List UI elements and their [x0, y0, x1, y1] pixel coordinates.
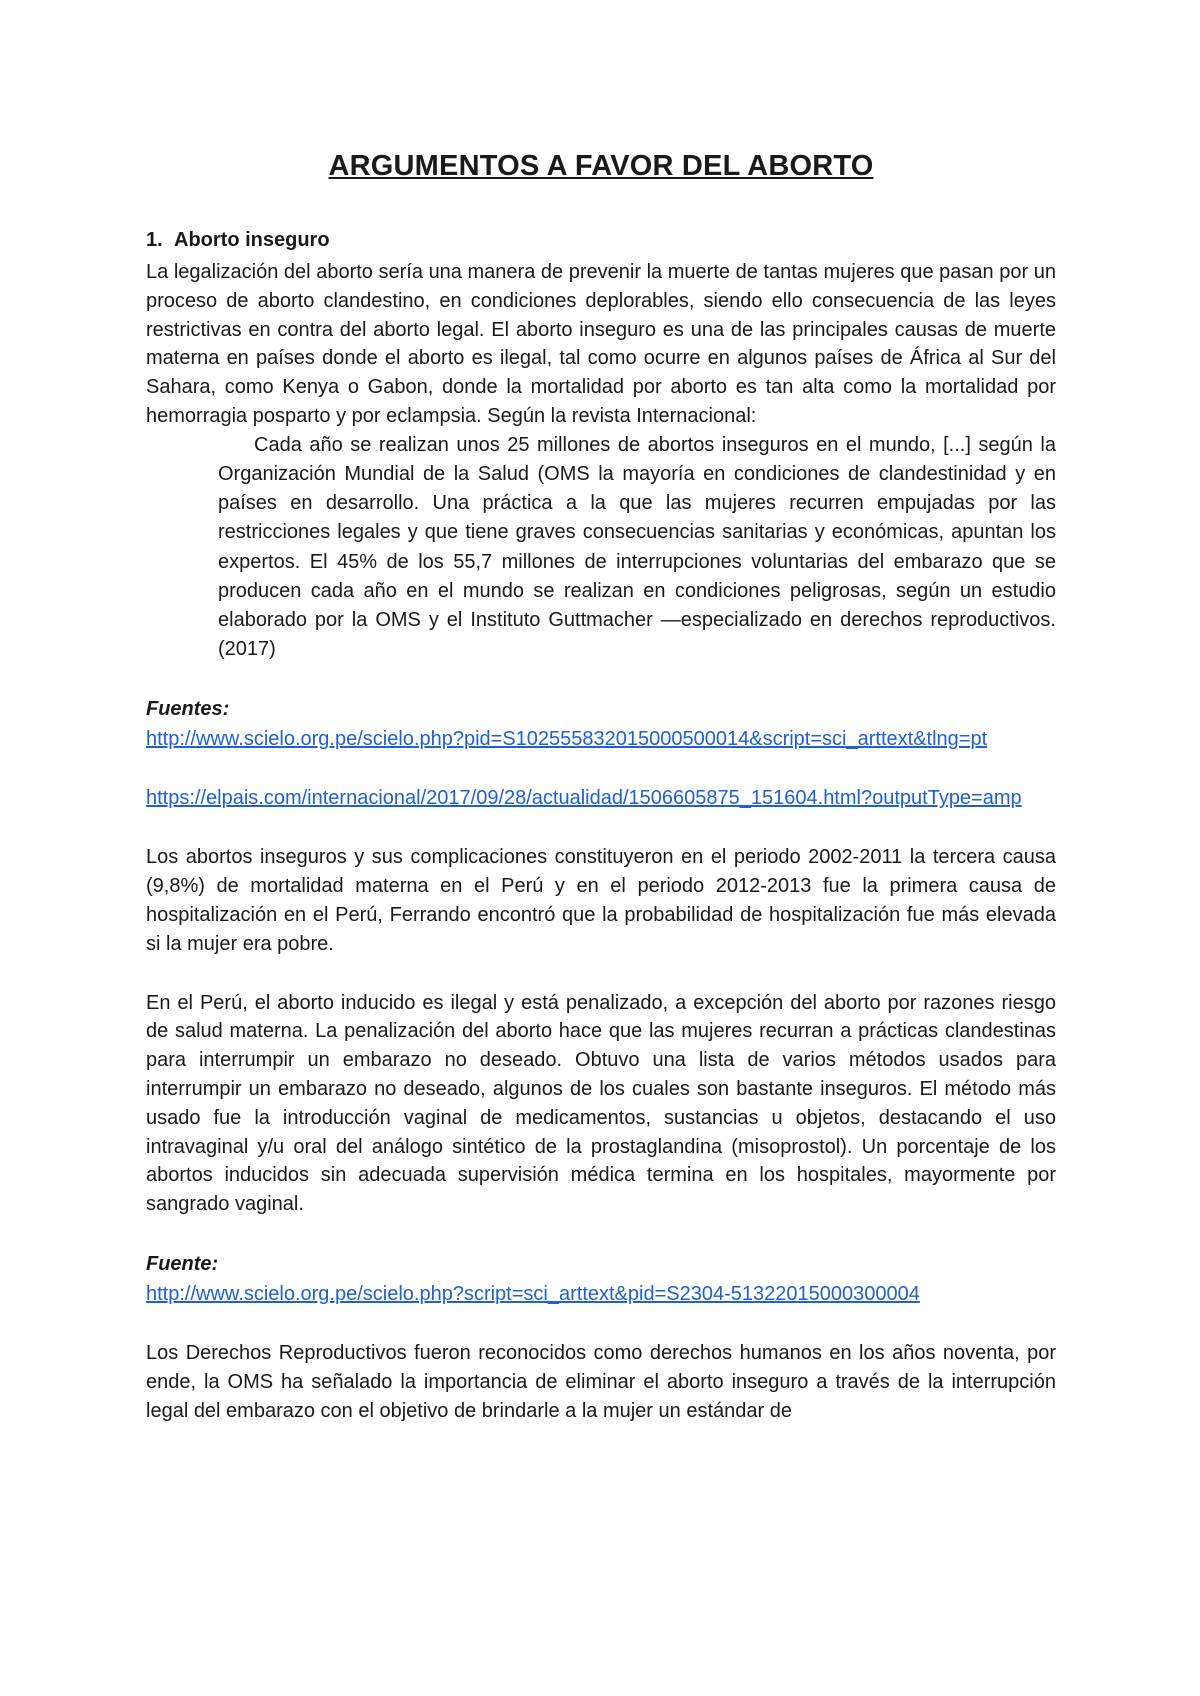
paragraph-3: En el Perú, el aborto inducido es ilegal y está penalizado, a excepción del aborto por razones riesgo de salud materna. La penalización del aborto hace que las mujeres recurran a prácticas clandestinas para interrumpir un embarazo no deseado. Obtuvo una lista de varios métodos usados para interrumpir un embarazo no deseado, algunos de los cuales son bastante inseguros. El método más usado fue la introducción vaginal de medicamentos, sustancias u objetos, destacando el uso intravaginal y/u oral del análogo sintético de la prostaglandina (misoprostol). Un porcentaje de los abortos inducidos sin adecuada supervisión médica termina en los hospitales, mayormente por sangrado vaginal.	[146, 991, 1056, 1216]
paragraph-2: Los abortos inseguros y sus complicaciones constituyeron en el periodo 2002-2011 la tercera causa (9,8%) de mortalidad materna en el Perú y en el periodo 2012-2013 fue la primera causa de hospitalización en el Perú, Ferrando encontró que la probabilidad de hospitalización fue más elevada si la mujer era pobre.	[146, 846, 1056, 955]
sources-label: Fuentes:	[146, 698, 230, 721]
section-number: 1.	[146, 229, 163, 251]
document-content	[146, 150, 1056, 1425]
source-label: Fuente:	[146, 1252, 219, 1275]
source-link-elpais[interactable]: https://elpais.com/internacional/2017/09/28/actualidad/1506605875_151604.html?outputType=amp	[146, 787, 1022, 810]
section-1-body	[146, 258, 1056, 664]
block-quote: Cada año se realizan unos 25 millones de abortos inseguros en el mundo, [...] según la Organización Mundial de la Salud (OMS la mayoría en condiciones de clandestinidad y en países en desarrollo. Una práctica a la que las mujeres recurren empujadas por las restricciones legales y que tiene graves consecuencias sanitarias y económicas, apuntan los expertos. El 45% de los 55,7 millones de interrupciones voluntarias del embarazo que se producen cada año en el mundo se realizan en condiciones peligrosas, según un estudio elaborado por la OMS y el Instituto Guttmacher —especializado en derechos reproductivos. (2017)	[218, 433, 1056, 661]
section-heading-text: Aborto inseguro	[174, 229, 330, 251]
source-link-scielo-1[interactable]: http://www.scielo.org.pe/scielo.php?pid=S102555832015000500014&script=sci_arttext&tlng=pt	[146, 728, 988, 751]
section-1-paragraph: La legalización del aborto sería una manera de prevenir la muerte de tantas mujeres que pasan por un proceso de aborto clandestino, en condiciones deplorables, siendo ello consecuencia de las leyes restrictivas en contra del aborto legal. El aborto inseguro es una de las principales causas de muerte materna en países donde el aborto es ilegal, tal como ocurre en algunos países de África al Sur del Sahara, como Kenya o Gabon, donde la mortalidad por aborto es tan alta como la mortalidad por hemorragia posparto y por eclampsia. Según la revista Internacional:	[146, 261, 1056, 427]
section-heading-1	[146, 229, 1056, 252]
document-title: ARGUMENTOS A FAVOR DEL ABORTO	[328, 150, 874, 182]
source-link-scielo-2[interactable]: http://www.scielo.org.pe/scielo.php?script=sci_arttext&pid=S2304-51322015000300004	[146, 1282, 920, 1305]
paragraph-4: Los Derechos Reproductivos fueron reconocidos como derechos humanos en los años noventa, por ende, la OMS ha señalado la importancia de eliminar el aborto inseguro a través de la interrupción legal del embarazo con el objetivo de brindarle a la mujer un estándar de	[146, 1341, 1056, 1422]
